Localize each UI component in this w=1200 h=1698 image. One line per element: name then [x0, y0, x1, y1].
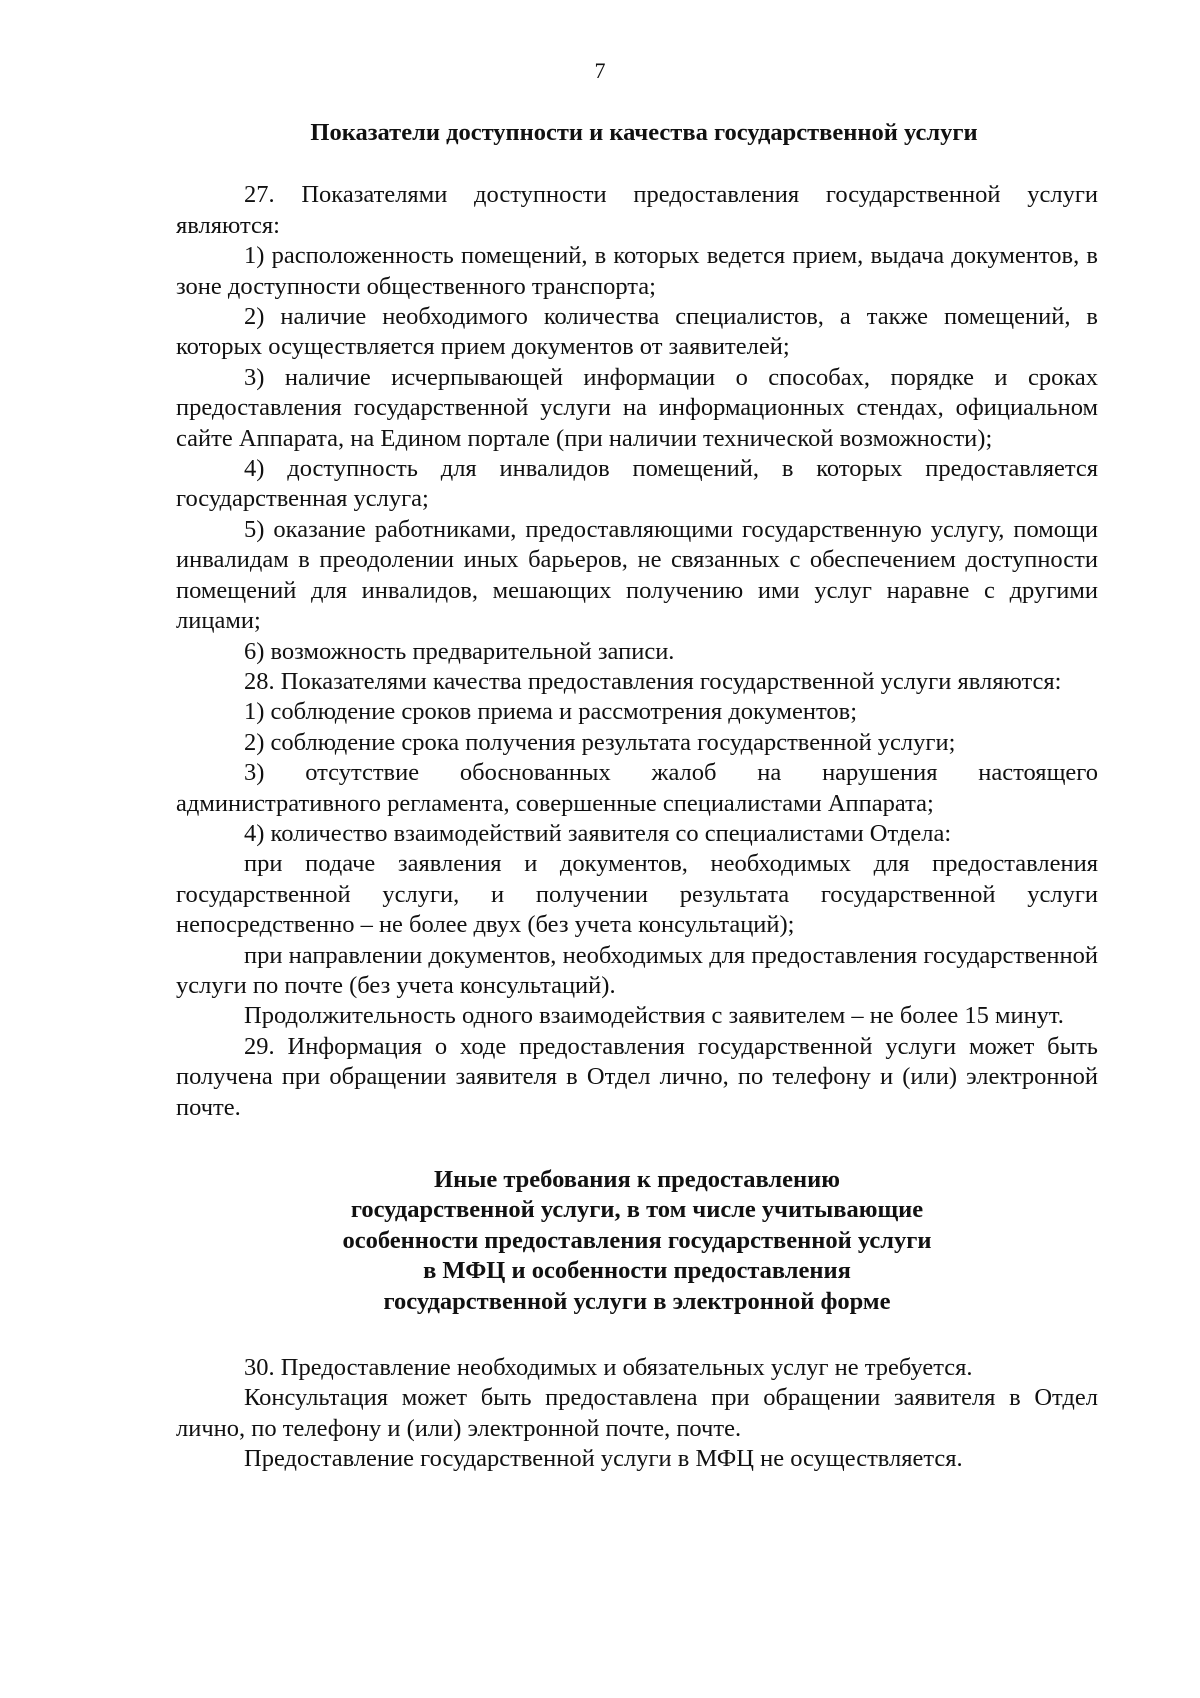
list-item-27-1: 1) расположенность помещений, в которых ведется прием, выдача документов, в зоне доступности общественного транспорта;: [176, 242, 1098, 300]
section-heading-availability-quality: Показатели доступности и качества государственной услуги: [310, 119, 978, 146]
paragraph-27: 27. Показателями доступности предоставления государственной услуги являются:: [176, 181, 1098, 239]
section-heading-other-requirements: [176, 1165, 1098, 1317]
sub-item-by-mail: при направлении документов, необходимых для предоставления государственной услуги по почте (без учета консультаций).: [176, 941, 1098, 999]
list-item-28-1: 1) соблюдение сроков приема и рассмотрения документов;: [244, 698, 858, 726]
list-item-28-2: 2) соблюдение срока получения результата государственной услуги;: [244, 728, 956, 756]
list-item-27-6: 6) возможность предварительной записи.: [244, 637, 675, 665]
heading-line: особенности предоставления государственной услуги: [342, 1226, 932, 1254]
list-item-27-3: 3) наличие исчерпывающей информации о способах, порядке и сроках предоставления государственной услуги на информационных стендах, официальном сайте Аппарата, на Едином портале (при наличии технической возможности);: [176, 363, 1098, 452]
list-item-27-2: 2) наличие необходимого количества специалистов, а также помещений, в которых осуществляется прием документов от заявителей;: [176, 303, 1098, 361]
paragraph-28: 28. Показателями качества предоставления государственной услуги являются:: [244, 667, 1062, 695]
mfc-paragraph: Предоставление государственной услуги в МФЦ не осуществляется.: [244, 1445, 963, 1473]
paragraph-29: 29. Информация о ходе предоставления государственной услуги может быть получена при обращении заявителя в Отдел лично, по телефону и (или) электронной почте.: [176, 1032, 1098, 1121]
paragraph-30: 30. Предоставление необходимых и обязательных услуг не требуется.: [244, 1354, 973, 1382]
heading-line: государственной услуги в электронной форме: [383, 1287, 891, 1315]
sub-item-in-person: при подаче заявления и документов, необходимых для предоставления государственной услуги, и получении результата государственной услуги непосредственно – не более двух (без учета консультаций);: [176, 850, 1098, 939]
document-body: [176, 118, 1098, 1475]
heading-line: в МФЦ и особенности предоставления: [423, 1257, 851, 1285]
heading-line: государственной услуги, в том числе учитывающие: [350, 1196, 924, 1224]
heading-line: Иные требования к предоставлению: [434, 1166, 840, 1193]
list-item-28-4: 4) количество взаимодействий заявителя со специалистами Отдела:: [244, 819, 952, 847]
list-item-27-5: 5) оказание работниками, предоставляющими государственную услугу, помощи инвалидам в преодолении иных барьеров, не связанных с обеспечением доступности помещений для инвалидов, мешающих получению ими услуг наравне с другими лицами;: [176, 515, 1098, 635]
list-item-27-4: 4) доступность для инвалидов помещений, в которых предоставляется государственная услуга;: [176, 455, 1098, 513]
list-item-28-3: 3) отсутствие обоснованных жалоб на нарушения настоящего административного регламента, совершенные специалистами Аппарата;: [176, 759, 1098, 817]
page-number: 7: [594, 58, 606, 83]
consultation-paragraph: Консультация может быть предоставлена при обращении заявителя в Отдел лично, по телефону и (или) электронной почте, почте.: [176, 1384, 1098, 1442]
interaction-duration: Продолжительность одного взаимодействия с заявителем – не более 15 минут.: [244, 1002, 1064, 1030]
